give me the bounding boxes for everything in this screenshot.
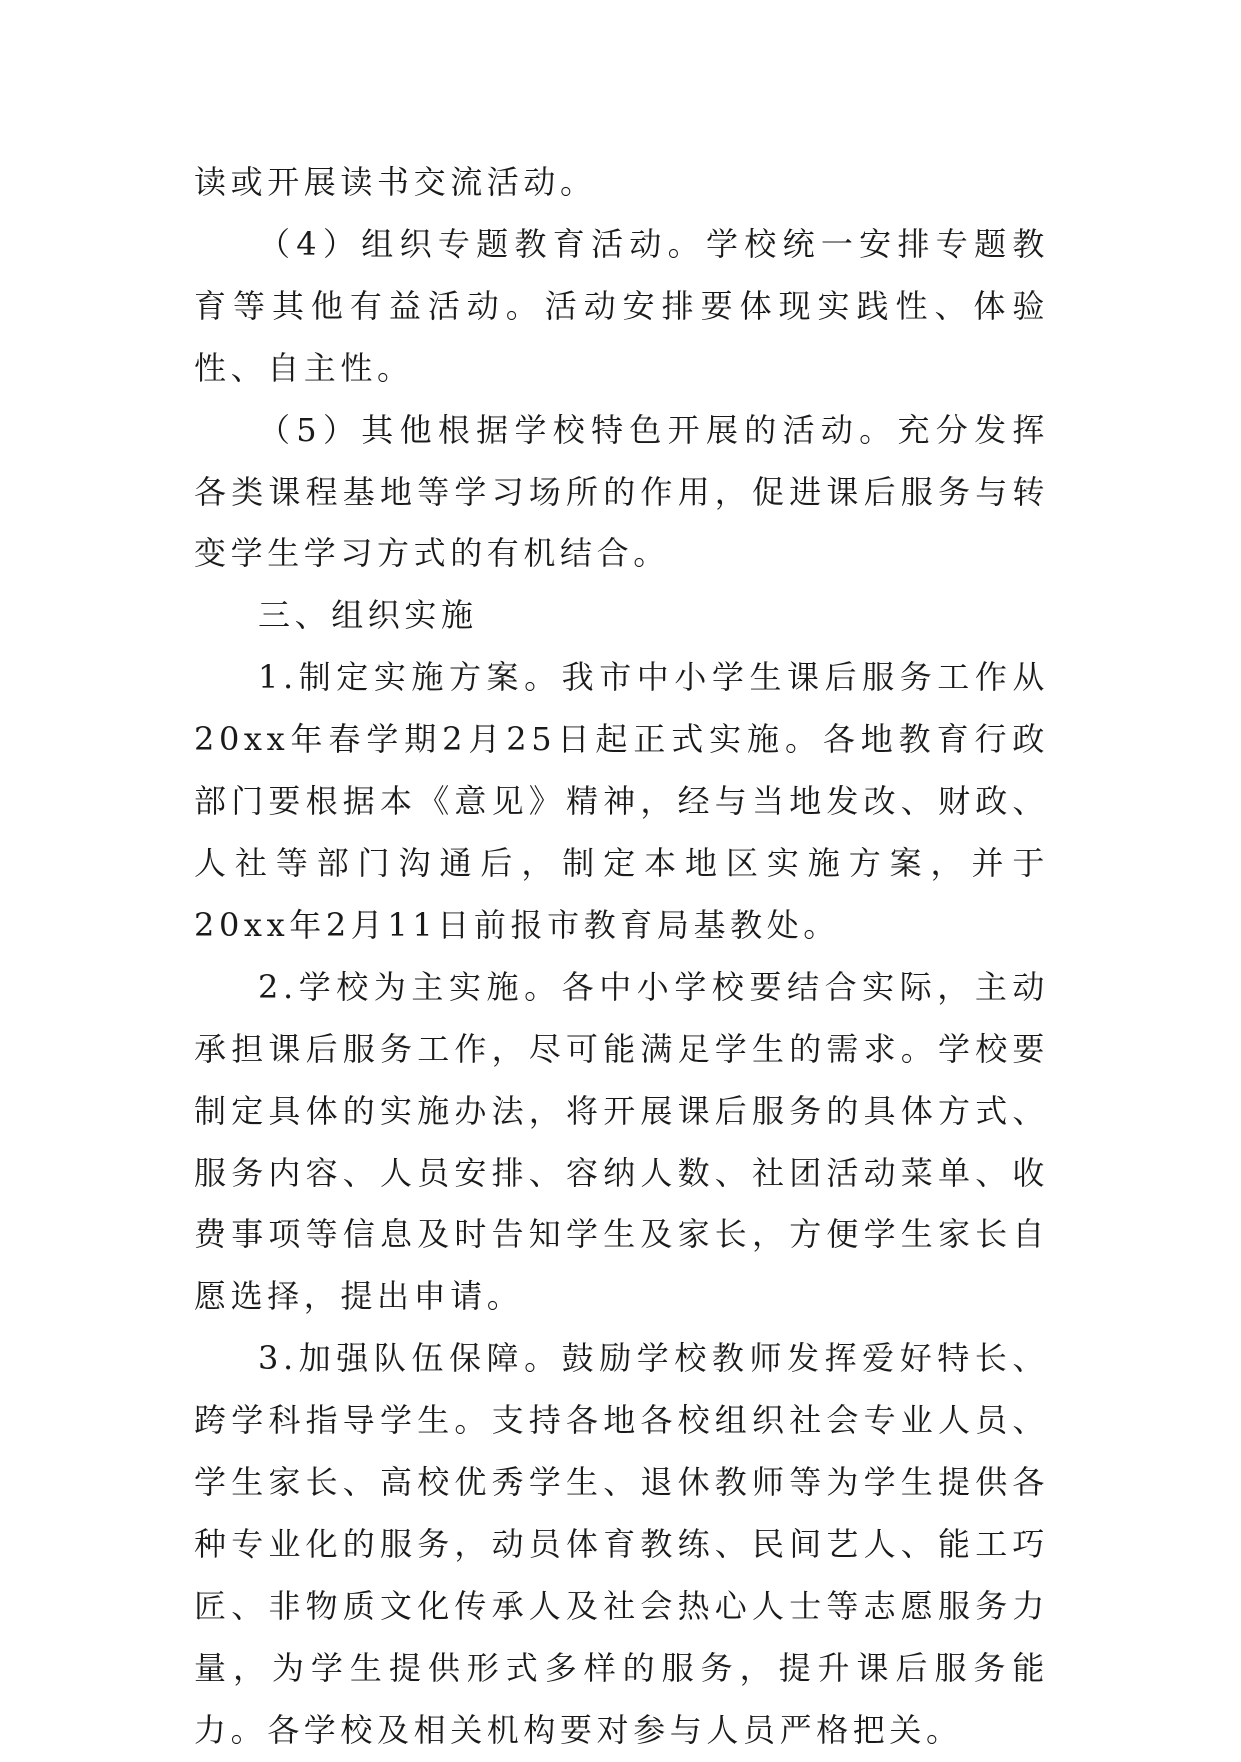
document-body: [194, 152, 1049, 1762]
paragraph-point-1: 1.制定实施方案。我市中小学生课后服务工作从20xx年春学期2月25日起正式实施。各地教育行政部门要根据本《意见》精神，经与当地发改、财政、人社等部门沟通后，制定本地区实施方案，并于20xx年2月11日前报市教育局基教处。: [194, 658, 1049, 944]
paragraph-item-4: （4）组织专题教育活动。学校统一安排专题教育等其他有益活动。活动安排要体现实践性、体验性、自主性。: [194, 224, 1049, 387]
paragraph-continuation: 读或开展读书交流活动。: [194, 163, 597, 201]
section-heading: 三、组织实施: [258, 596, 478, 635]
paragraph-item-5: （5）其他根据学校特色开展的活动。充分发挥各类课程基地等学习场所的作用，促进课后服务与转变学生学习方式的有机结合。: [194, 410, 1049, 573]
paragraph-point-3: 3.加强队伍保障。鼓励学校教师发挥爱好特长、跨学科指导学生。支持各地各校组织社会专业人员、学生家长、高校优秀学生、退休教师等为学生提供各种专业化的服务，动员体育教练、民间艺人、能工巧匠、非物质文化传承人及社会热心人士等志愿服务力量，为学生提供形式多样的服务，提升课后服务能力。各学校及相关机构要对参与人员严格把关。: [194, 1339, 1049, 1749]
paragraph-point-2: 2.学校为主实施。各中小学校要结合实际，主动承担课后服务工作，尽可能满足学生的需求。学校要制定具体的实施办法，将开展课后服务的具体方式、服务内容、人员安排、容纳人数、社团活动菜单、收费事项等信息及时告知学生及家长，方便学生家长自愿选择，提出申请。: [194, 967, 1049, 1316]
